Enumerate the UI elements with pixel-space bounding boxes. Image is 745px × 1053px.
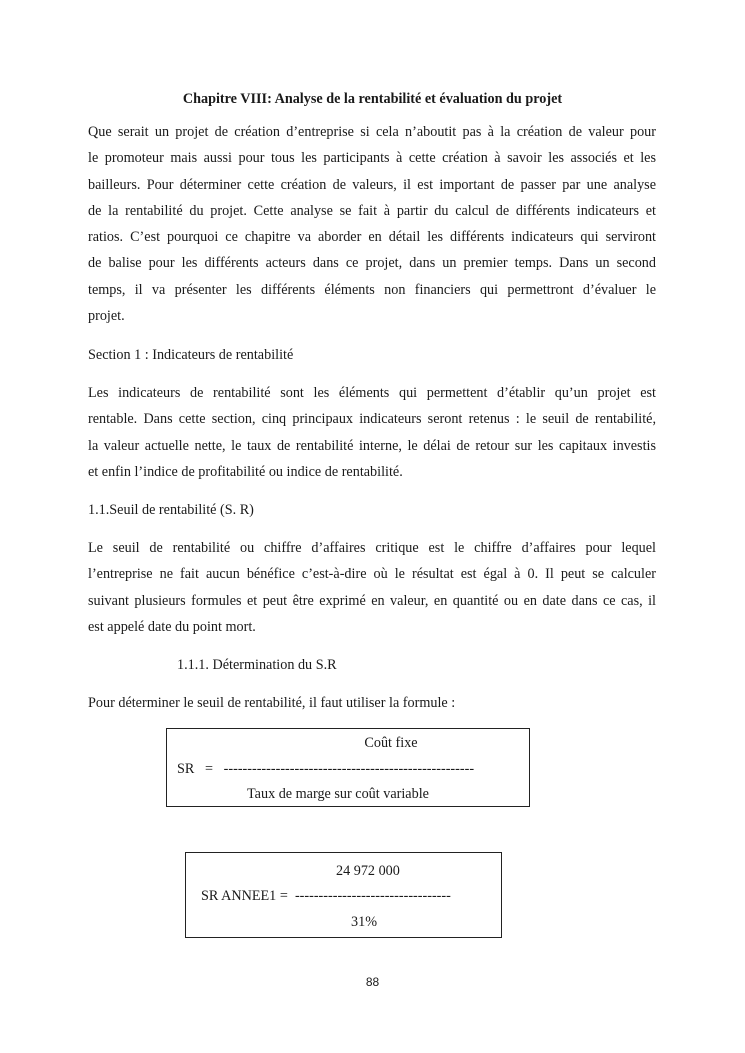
text-line: Le seuil de rentabilité ou chiffre d’affaires critique est le chiffre d’affaires pour lequel	[88, 540, 656, 556]
text-line: le promoteur mais aussi pour tous les participants à cette création à savoir les associés et les	[88, 150, 656, 167]
text-line: Que serait un projet de création d’entreprise si cela n’aboutit pas à la création de valeur pour	[88, 124, 656, 140]
text-line: suivant plusieurs formules et peut être exprimé en valeur, en quantité ou en date dans ce cas, il	[88, 592, 656, 609]
text-line: projet.	[88, 308, 125, 325]
formula-intro: Pour déterminer le seuil de rentabilité, il faut utiliser la formule :	[88, 695, 456, 711]
page-number: 88	[365, 975, 380, 989]
formula-numerator: Coût fixe	[364, 735, 418, 751]
calculation-line	[201, 887, 451, 905]
text-line: ratios. C’est pourquoi ce chapitre va aborder en détail les différents indicateurs qui serviront	[88, 229, 656, 246]
calculation-box	[185, 852, 502, 938]
section-heading: Section 1 : Indicateurs de rentabilité	[88, 347, 294, 363]
text-line: de balise pour les différents acteurs dans ce projet, dans un premier temps. Dans un second	[88, 255, 656, 272]
text-line: bailleurs. Pour déterminer cette création de valeurs, il est important de passer par une analyse	[88, 176, 656, 193]
formula-denominator: Taux de marge sur coût variable	[247, 786, 429, 802]
subsubsection-heading: 1.1.1. Détermination du S.R	[177, 657, 337, 673]
text-line: est appelé date du point mort.	[88, 618, 256, 635]
subsection-paragraph	[88, 535, 656, 640]
text-line: Les indicateurs de rentabilité sont les éléments qui permettent d’établir qu’un projet est	[88, 385, 656, 401]
formula-lhs: SR =	[177, 761, 224, 777]
calculation-denominator: 31%	[351, 914, 378, 930]
text-line: temps, il va présenter les différents éléments non financiers qui permettront d’évaluer le	[88, 281, 656, 298]
text-line: de la rentabilité du projet. Cette analyse se fait à partir du calcul de différents indicateurs et	[88, 202, 656, 219]
text-line: l’entreprise ne fait aucun bénéfice c’est-à-dire où le résultat est égal à 0. Il peut se calculer	[88, 566, 656, 583]
calculation-dashes: ---------------------------------	[294, 888, 451, 904]
formula-line	[177, 760, 474, 778]
formula-box	[166, 728, 530, 807]
calculation-numerator: 24 972 000	[336, 863, 400, 879]
chapter-title: Chapitre VIII: Analyse de la rentabilité et évaluation du projet	[182, 91, 563, 107]
section1-paragraph	[88, 380, 656, 485]
text-line: rentable. Dans cette section, cinq principaux indicateurs seront retenus : le seuil de rentabilité,	[88, 411, 656, 428]
formula-dashes: -----------------------------------------------------	[223, 761, 475, 777]
intro-paragraph	[88, 119, 656, 329]
calculation-lhs: SR ANNEE1 =	[201, 888, 295, 904]
text-line: et enfin l’indice de profitabilité ou indice de rentabilité.	[88, 463, 403, 480]
subsection-heading: 1.1.Seuil de rentabilité (S. R)	[88, 502, 254, 518]
text-line: la valeur actuelle nette, le taux de rentabilité interne, le délai de retour sur les capitaux investis	[88, 437, 656, 454]
